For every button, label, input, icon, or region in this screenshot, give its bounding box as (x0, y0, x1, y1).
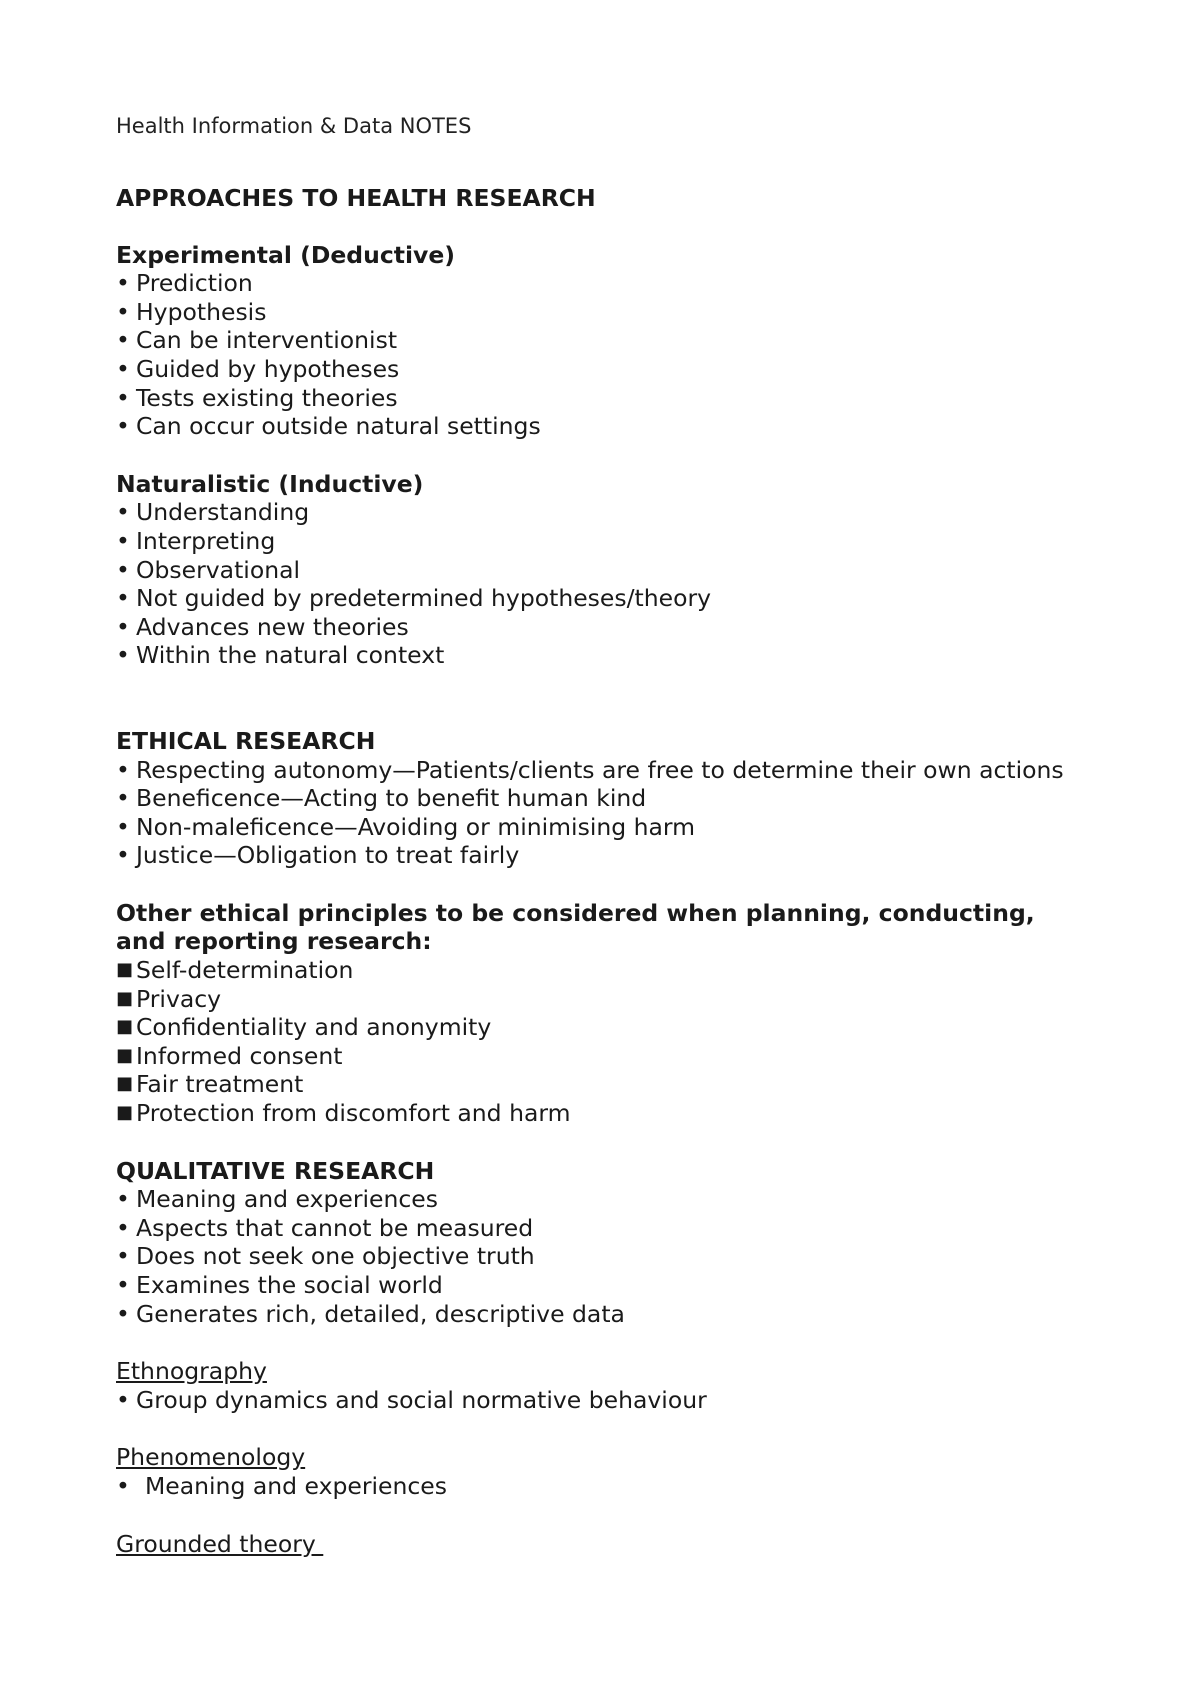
list-item: • Interpreting (116, 526, 276, 555)
list-item: • Can occur outside natural settings (116, 412, 541, 441)
list-item: • Justice—Obligation to treat fairly (116, 841, 520, 870)
square-bullet-icon: ■ (116, 959, 134, 981)
bullet-icon: • (116, 784, 130, 813)
bullet-icon: • (116, 812, 130, 841)
list-item: • Non-maleficence—Avoiding or minimising harm (116, 812, 696, 841)
other-principles-list (116, 956, 1116, 1128)
subheading-phenomenology: Phenomenology (116, 1443, 306, 1472)
bullet-icon: • (116, 526, 130, 555)
list-item: • Can be interventionist (116, 326, 398, 355)
list-item: • Hypothesis (116, 297, 267, 326)
bullet-icon: • (116, 841, 130, 870)
square-bullet-icon: ■ (116, 1102, 134, 1124)
list-item: ■ Privacy (116, 984, 222, 1013)
list-item: • Observational (116, 555, 301, 584)
bullet-icon: • (116, 1242, 130, 1271)
list-item: • Generates rich, detailed, descriptive data (116, 1299, 625, 1328)
list-item: ■ Informed consent (116, 1041, 343, 1070)
list-item: • Tests existing theories (116, 383, 398, 412)
list-item: • Guided by hypotheses (116, 354, 400, 383)
section-heading-qualitative: QUALITATIVE RESEARCH (116, 1156, 435, 1185)
bullet-icon: • (116, 354, 130, 383)
subheading-naturalistic: Naturalistic (Inductive) (116, 469, 424, 498)
ethical-list (116, 756, 1116, 870)
bullet-icon: • (116, 383, 130, 412)
list-item: • Advances new theories (116, 612, 409, 641)
bullet-icon: • (116, 1185, 130, 1214)
bullet-icon: • (116, 1299, 130, 1328)
subheading-ethnography: Ethnography (116, 1357, 267, 1386)
list-item: ■ Protection from discomfort and harm (116, 1099, 571, 1128)
list-item: • Beneficence—Acting to benefit human kind (116, 784, 647, 813)
bullet-icon: • (116, 297, 130, 326)
list-item: ■ Confidentiality and anonymity (116, 1013, 492, 1042)
list-item: • Does not seek one objective truth (116, 1242, 535, 1271)
list-item: • Prediction (116, 269, 253, 298)
bullet-icon: • (116, 555, 130, 584)
document-page (116, 112, 1116, 1558)
square-bullet-icon: ■ (116, 987, 134, 1009)
bullet-icon: • (116, 1213, 130, 1242)
subheading-grounded-theory: Grounded theory (116, 1529, 324, 1558)
list-item: • Meaning and experiences (116, 1185, 439, 1214)
list-item: ■ Self-determination (116, 956, 354, 985)
list-item: • Respecting autonomy—Patients/clients are free to determine their own actions (116, 755, 1064, 784)
bullet-icon: • (116, 498, 130, 527)
bullet-icon: • (116, 269, 130, 298)
section-heading-approaches: APPROACHES TO HEALTH RESEARCH (116, 184, 596, 212)
document-title: Health Information & Data NOTES (116, 114, 472, 138)
list-item: • Aspects that cannot be measured (116, 1213, 534, 1242)
square-bullet-icon: ■ (116, 1016, 134, 1038)
phenomenology-list (116, 1472, 1116, 1501)
list-item: • Within the natural context (116, 641, 445, 670)
bullet-icon: • (116, 612, 130, 641)
section-heading-ethical: ETHICAL RESEARCH (116, 726, 376, 755)
bullet-icon: • (116, 755, 130, 784)
bullet-icon: • (116, 1385, 130, 1414)
qualitative-list (116, 1185, 1116, 1328)
bullet-icon: • (116, 584, 130, 613)
bullet-icon: • (116, 641, 130, 670)
list-item: • Not guided by predetermined hypotheses/theory (116, 584, 712, 613)
list-item: • Group dynamics and social normative behaviour (116, 1385, 707, 1414)
experimental-list (116, 269, 1116, 441)
list-item: ■ Fair treatment (116, 1070, 304, 1099)
bullet-icon: • (116, 412, 130, 441)
list-item: • Understanding (116, 498, 310, 527)
bullet-icon: • (116, 1271, 130, 1299)
list-item: • Meaning and experiences (116, 1471, 448, 1500)
subheading-other-ethical-principles: Other ethical principles to be considered when planning, conducting, and reporting research: (116, 898, 1035, 956)
square-bullet-icon: ■ (116, 1073, 134, 1095)
ethnography-list (116, 1386, 1116, 1415)
list-item: • Examines the social world (116, 1271, 443, 1299)
bullet-icon: • (116, 326, 130, 355)
bullet-icon: • (116, 1471, 130, 1500)
square-bullet-icon: ■ (116, 1044, 134, 1066)
naturalistic-list (116, 498, 1116, 670)
subheading-experimental: Experimental (Deductive) (116, 240, 456, 269)
